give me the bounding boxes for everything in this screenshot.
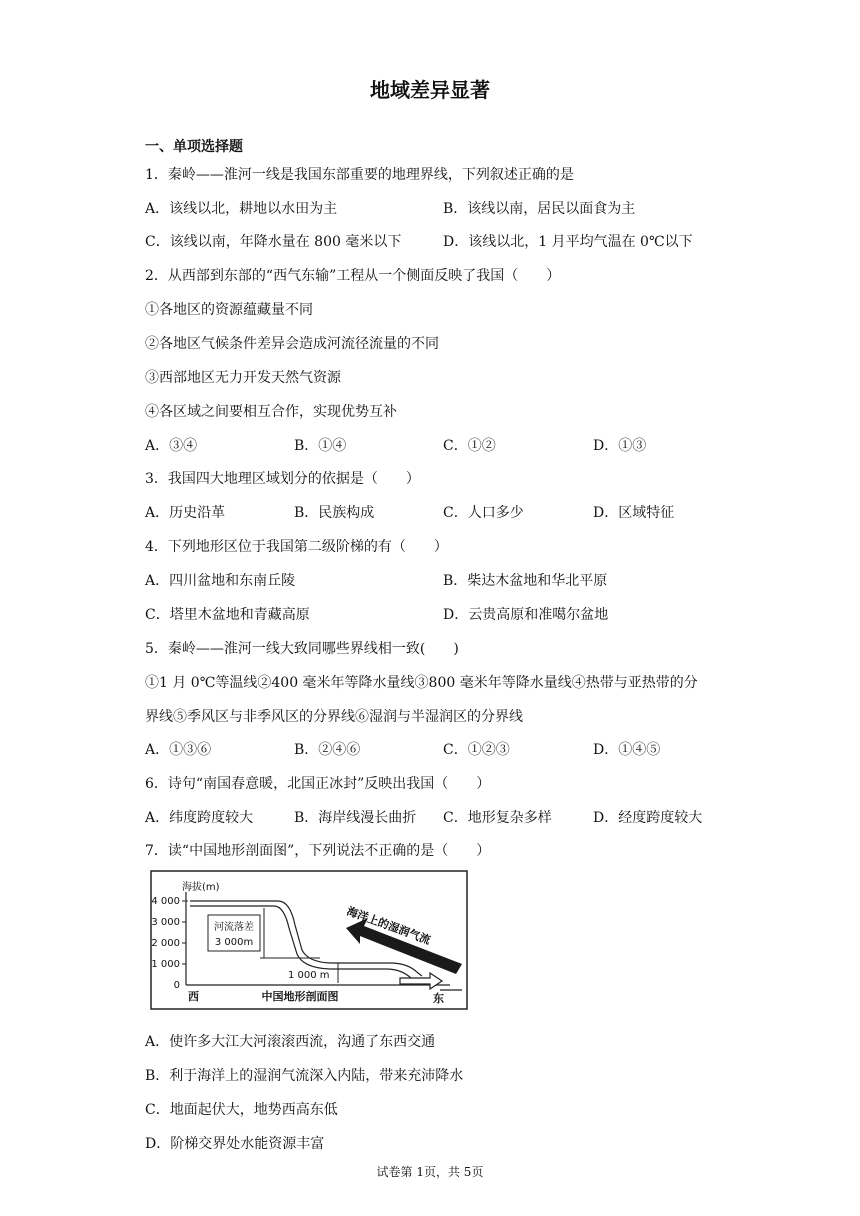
- east-label: 东: [433, 992, 444, 1005]
- q3-option-b: B．民族构成: [294, 505, 375, 521]
- q2-item-3: ③西部地区无力开发天然气资源: [145, 370, 341, 386]
- q3-option-c: C．人口多少: [443, 505, 524, 521]
- y-tick-label-4000: 4 000: [151, 896, 180, 907]
- q2-item-1: ①各地区的资源蕴藏量不同: [145, 302, 313, 318]
- question-3-stem: 3．我国四大地理区域划分的依据是（ ）: [145, 471, 420, 487]
- q2-option-b: B．①④: [294, 438, 347, 454]
- q6-option-b: B．海岸线漫长曲折: [294, 810, 417, 826]
- airflow-label: 海洋上的湿润气流: [344, 904, 433, 947]
- q6-option-d: D．经度跨度较大: [593, 810, 703, 826]
- question-6-stem: 6．诗句“南国春意暖，北国正冰封”反映出我国（ ）: [145, 776, 491, 792]
- drop-label-text-3: 1 000 m: [288, 970, 330, 981]
- q2-option-d: D．①③: [593, 438, 647, 454]
- q4-option-a: A．四川盆地和东南丘陵: [145, 573, 296, 589]
- q1-option-c: C．该线以南，年降水量在 800 毫米以下: [145, 234, 402, 250]
- q7-option-b: B．利于海洋上的湿润气流深入内陆，带来充沛降水: [145, 1068, 464, 1084]
- q7-option-a: A．使许多大江大河滚滚西流，沟通了东西交通: [145, 1034, 436, 1050]
- q1-option-d: D．该线以北，1 月平均气温在 0℃以下: [443, 234, 693, 250]
- q3-option-d: D．区域特征: [593, 505, 675, 521]
- question-4-stem: 4．下列地形区位于我国第二级阶梯的有（ ）: [145, 539, 448, 555]
- y-tick-label-0: 0: [173, 980, 180, 991]
- y-axis-label: 海拔(m): [182, 882, 220, 893]
- y-tick-label-3000: 3 000: [151, 917, 180, 928]
- question-5-stem: 5．秦岭——淮河一线大致同哪些界线相一致( ): [145, 641, 459, 657]
- q2-item-2: ②各地区气候条件差异会造成河流径流量的不同: [145, 336, 439, 352]
- q4-option-b: B．柴达木盆地和华北平原: [443, 573, 608, 589]
- q7-option-d: D．阶梯交界处水能资源丰富: [145, 1136, 325, 1152]
- page-footer: 试卷第 1页，共 5页: [376, 1165, 484, 1179]
- q6-option-a: A．纬度跨度较大: [145, 810, 254, 826]
- page-title: 地域差异显著: [370, 78, 490, 102]
- q4-option-c: C．塔里木盆地和青藏高原: [145, 607, 310, 623]
- section-heading: 一、单项选择题: [145, 139, 243, 155]
- terrain-profile-diagram: [150, 870, 468, 1010]
- q3-option-a: A．历史沿革: [145, 505, 226, 521]
- drop-label-text-2: 3 000m: [214, 937, 254, 948]
- q2-option-c: C．①②: [443, 438, 496, 454]
- q5-option-d: D．①④⑤: [593, 742, 661, 758]
- q5-item-1: ①1 月 0℃等温线②400 毫米年等降水量线③800 毫米年等降水量线④热带与亚热带的分: [145, 675, 698, 691]
- q2-option-a: A．③④: [145, 438, 198, 454]
- question-7-stem: 7．读“中国地形剖面图”，下列说法不正确的是（ ）: [145, 843, 491, 859]
- y-tick-label-2000: 2 000: [151, 938, 180, 949]
- q5-option-b: B．②④⑥: [294, 742, 361, 758]
- q5-option-a: A．①③⑥: [145, 742, 212, 758]
- question-2-stem: 2．从西部到东部的“西气东输”工程从一个侧面反映了我国（ ）: [145, 268, 561, 284]
- q2-item-4: ④各区域之间要相互合作，实现优势互补: [145, 404, 397, 420]
- q6-option-c: C．地形复杂多样: [443, 810, 552, 826]
- q4-option-d: D．云贵高原和准噶尔盆地: [443, 607, 609, 623]
- q5-option-c: C．①②③: [443, 742, 510, 758]
- figure-caption: 中国地形剖面图: [261, 990, 339, 1003]
- terrain-profile-figure: [150, 870, 468, 1010]
- drop-label-text-1: 河流落差: [214, 922, 254, 933]
- q1-option-a: A．该线以北，耕地以水田为主: [145, 201, 338, 217]
- y-tick-label-1000: 1 000: [151, 959, 180, 970]
- q1-option-b: B．该线以南，居民以面食为主: [443, 201, 636, 217]
- q7-option-c: C．地面起伏大，地势西高东低: [145, 1102, 338, 1118]
- question-1-stem: 1．秦岭——淮河一线是我国东部重要的地理界线，下列叙述正确的是: [145, 167, 574, 183]
- q5-item-2: 界线⑤季风区与非季风区的分界线⑥湿润与半湿润区的分界线: [145, 709, 523, 725]
- west-label: 西: [188, 990, 199, 1003]
